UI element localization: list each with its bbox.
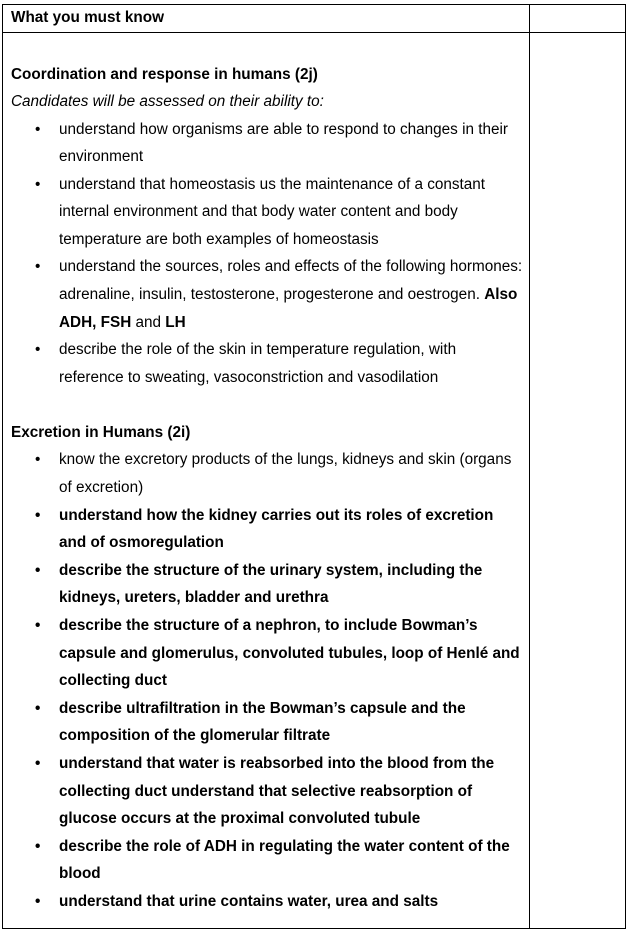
list-item: • describe the role of ADH in regulating the water content of the blood (11, 833, 523, 888)
section-intro: Candidates will be assessed on their ability to: (11, 93, 324, 110)
list-item: • describe the structure of the urinary system, including the kidneys, ureters, bladder and urethra (11, 557, 523, 612)
bullet-icon: • (35, 699, 41, 717)
list-item: • understand that homeostasis us the maintenance of a constant internal environment and that body water content and body temperature are both examples of homeostasis (11, 171, 523, 254)
syllabus-table (2, 4, 626, 929)
table-header: What you must know (11, 9, 164, 26)
list-item: • describe the structure of a nephron, to include Bowman’s capsule and glomerulus, convoluted tubules, loop of Henlé and collecting duct (11, 612, 523, 695)
section-title-coordination: Coordination and response in humans (2j) (11, 65, 318, 83)
bullet-icon: • (35, 120, 41, 138)
bullet-icon: • (35, 892, 41, 910)
section-title-excretion: Excretion in Humans (2i) (11, 423, 191, 441)
bullet-icon: • (35, 175, 41, 193)
bullet-icon: • (35, 341, 41, 359)
list-item: • understand the sources, roles and effects of the following hormones: adrenaline, insulin, testosterone, progesterone and oestrogen. Also ADH, FSH and LH (11, 253, 523, 336)
list-item: • understand how the kidney carries out its roles of excretion and of osmoregulation (11, 502, 523, 557)
bullet-icon: • (35, 258, 41, 276)
list-item: • describe the role of the skin in temperature regulation, with reference to sweating, vasoconstriction and vasodilation (11, 336, 523, 391)
excretion-list (11, 446, 523, 915)
content-cell (11, 33, 523, 916)
bullet-icon: • (35, 561, 41, 579)
bullet-icon: • (35, 837, 41, 855)
bullet-icon: • (35, 617, 41, 634)
bullet-icon: • (35, 451, 41, 469)
list-item: • describe ultrafiltration in the Bowman’s capsule and the composition of the glomerular filtrate (11, 695, 523, 750)
coordination-list (11, 116, 523, 392)
list-item: • know the excretory products of the lungs, kidneys and skin (organs of excretion) (11, 446, 523, 501)
list-item: • understand how organisms are able to respond to changes in their environment (11, 116, 523, 171)
list-item: • understand that urine contains water, urea and salts (11, 888, 523, 916)
list-item: • understand that water is reabsorbed into the blood from the collecting duct understand that selective reabsorption of glucose occurs at the proximal convoluted tubule (11, 750, 523, 833)
bullet-icon: • (35, 506, 41, 524)
column-divider (529, 5, 530, 928)
bullet-icon: • (35, 754, 41, 772)
